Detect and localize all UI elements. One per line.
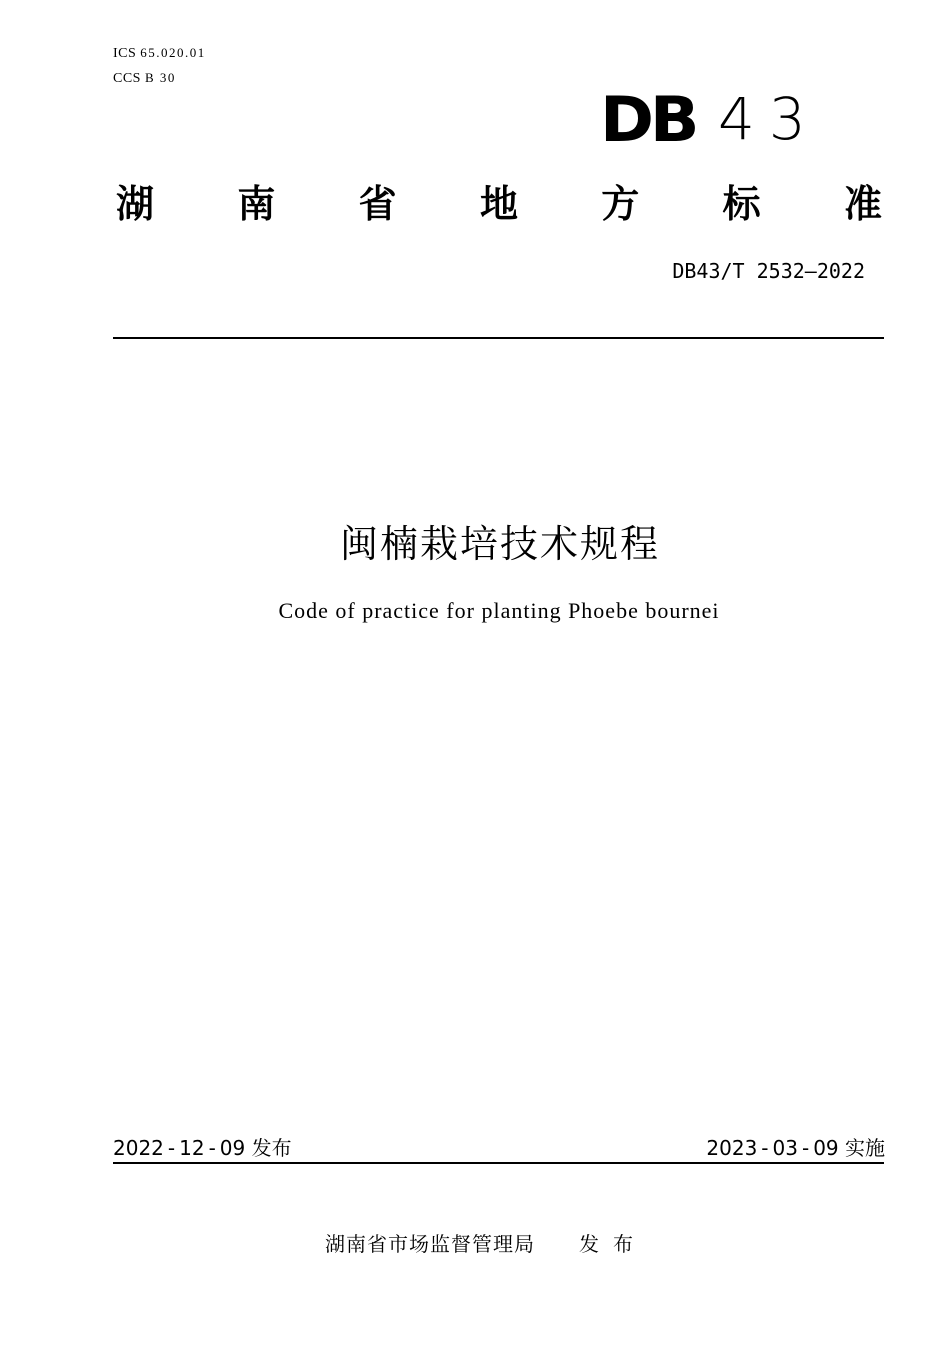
db-mark: DB [600,83,696,156]
ics-value: 65.020.01 [140,45,206,60]
standard-type-char: 湖 [115,182,154,226]
impl-year: 2023 [706,1136,758,1160]
standard-type-char: 南 [237,182,276,226]
standard-type-char: 省 [358,182,397,226]
issue-year: 2022 [113,1136,164,1160]
ccs-label: CCS [113,71,141,86]
issue-label: 发布 [251,1136,292,1160]
date-separator: - [801,1136,810,1160]
standard-type-char: 标 [722,182,761,226]
impl-month: 03 [772,1136,798,1160]
publisher-name: 湖南省市场监督管理局 [325,1232,535,1256]
standard-type-char: 地 [479,182,518,226]
standard-type-heading [113,180,885,228]
impl-label: 实施 [845,1136,885,1160]
publisher-line [325,1228,647,1257]
date-separator: - [761,1136,769,1160]
standard-type-char: 准 [843,182,882,226]
db-logo [600,83,696,156]
ics-label: ICS [113,46,137,61]
standard-type-char: 方 [601,182,640,226]
ccs-value: B 30 [144,70,176,85]
issue-month: 12 [179,1136,205,1160]
issue-day: 09 [219,1136,246,1160]
implementation-date [706,1132,885,1161]
top-divider [113,337,884,339]
bottom-divider [113,1162,884,1164]
date-separator: - [208,1136,216,1160]
impl-day: 09 [813,1136,839,1160]
title-english: Code of practice for planting Phoebe bournei [278,598,720,623]
title-chinese: 闽楠栽培技术规程 [339,522,660,566]
issue-date [113,1132,292,1161]
province-code: 43 [718,85,820,153]
ccs-code [113,70,176,87]
date-separator: - [167,1136,176,1160]
standard-number: DB43/T 2532—2022 [672,259,865,283]
ics-code [113,45,206,62]
publish-label: 发布 [579,1232,647,1256]
